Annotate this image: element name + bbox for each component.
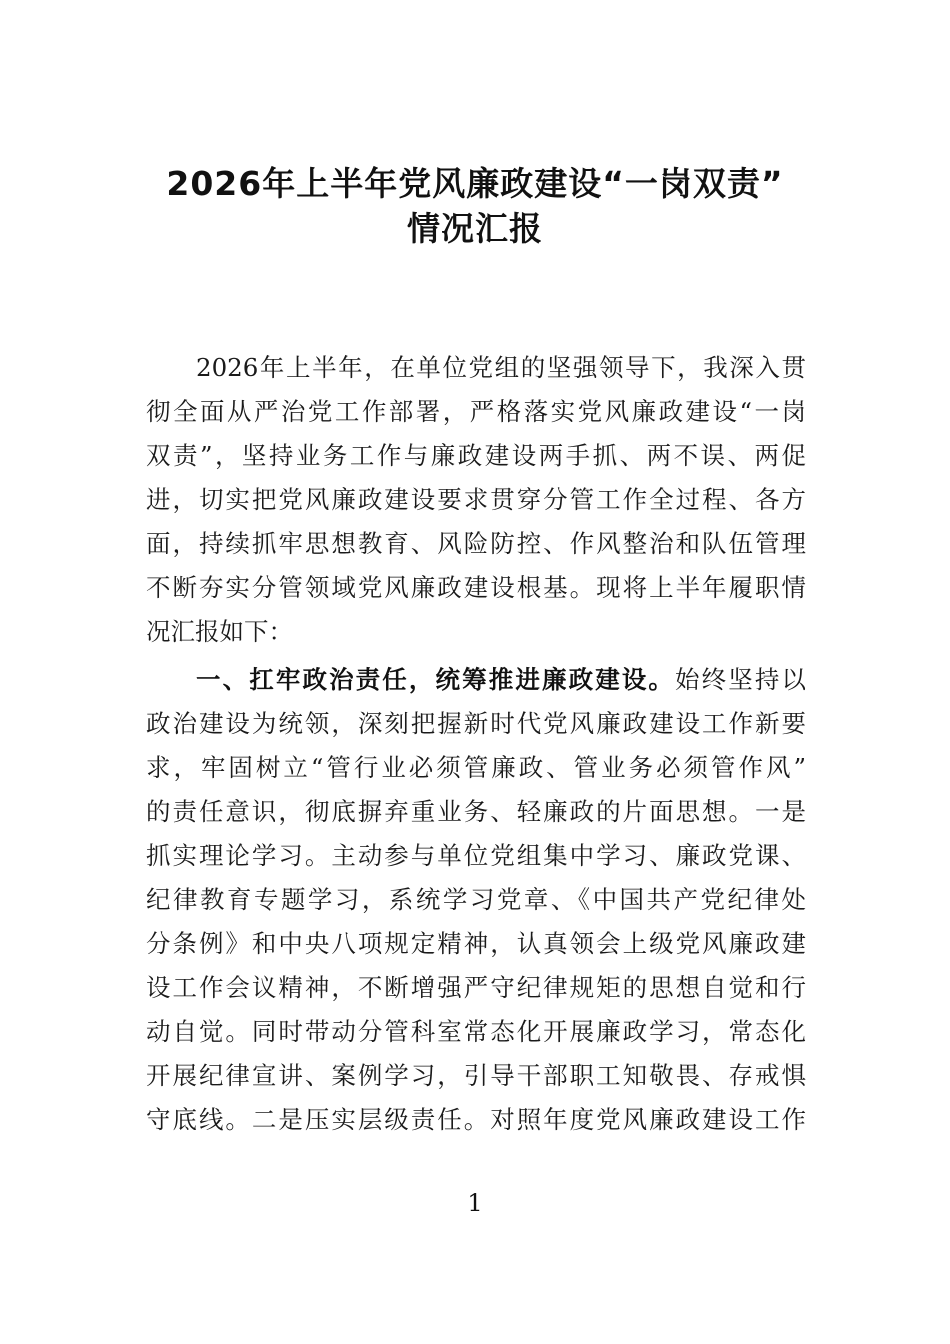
intro-line-6: 不断夯实分管领域党风廉政建设根基。现将上半年履职情 [146,573,806,602]
section-1-first-line [196,660,806,700]
section-1-line-6: 纪律教育专题学习，系统学习党章、《中国共产党纪律处 [146,885,806,914]
intro-line-7: 况汇报如下： [146,617,293,646]
intro-line-2: 彻全面从严治党工作部署，严格落实党风廉政建设“一岗 [146,397,806,426]
section-1-line-9: 动自觉。同时带动分管科室常态化开展廉政学习，常态化 [146,1017,806,1046]
section-1-line-4: 的责任意识，彻底摒弃重业务、轻廉政的片面思想。一是 [146,797,806,826]
document-title-line-2: 情况汇报 [407,209,543,248]
section-1-line-8: 设工作会议精神，不断增强严守纪律规矩的思想自觉和行 [146,973,806,1002]
document-title-line-1: 2026年上半年党风廉政建设“一岗双责” [166,164,784,203]
intro-line-3: 双责”，坚持业务工作与廉政建设两手抓、两不误、两促 [146,441,806,470]
section-1-line-2: 政治建设为统领，深刻把握新时代党风廉政建设工作新要 [146,709,806,738]
section-1-line-11: 守底线。二是压实层级责任。对照年度党风廉政建设工作 [146,1105,806,1134]
section-1-line-5: 抓实理论学习。主动参与单位党组集中学习、廉政党课、 [146,841,806,870]
section-1-line-7: 分条例》和中央八项规定精神，认真领会上级党风廉政建 [146,929,806,958]
page-number: 1 [467,1189,483,1217]
intro-line-5: 面，持续抓牢思想教育、风险防控、作风整治和队伍管理 [146,529,806,558]
section-1-line-10: 开展纪律宣讲、案例学习，引导干部职工知敬畏、存戒惧 [146,1061,806,1090]
section-1-line-3: 求，牢固树立“管行业必须管廉政、管业务必须管作风” [146,753,806,782]
section-1-heading: 一、扛牢政治责任，统筹推进廉政建设。 [196,665,676,694]
section-1-first-line-text: 始终坚持以 [675,665,807,694]
intro-line-4: 进，切实把党风廉政建设要求贯穿分管工作全过程、各方 [146,485,806,514]
intro-line-1: 2026年上半年，在单位党组的坚强领导下，我深入贯 [196,353,806,382]
